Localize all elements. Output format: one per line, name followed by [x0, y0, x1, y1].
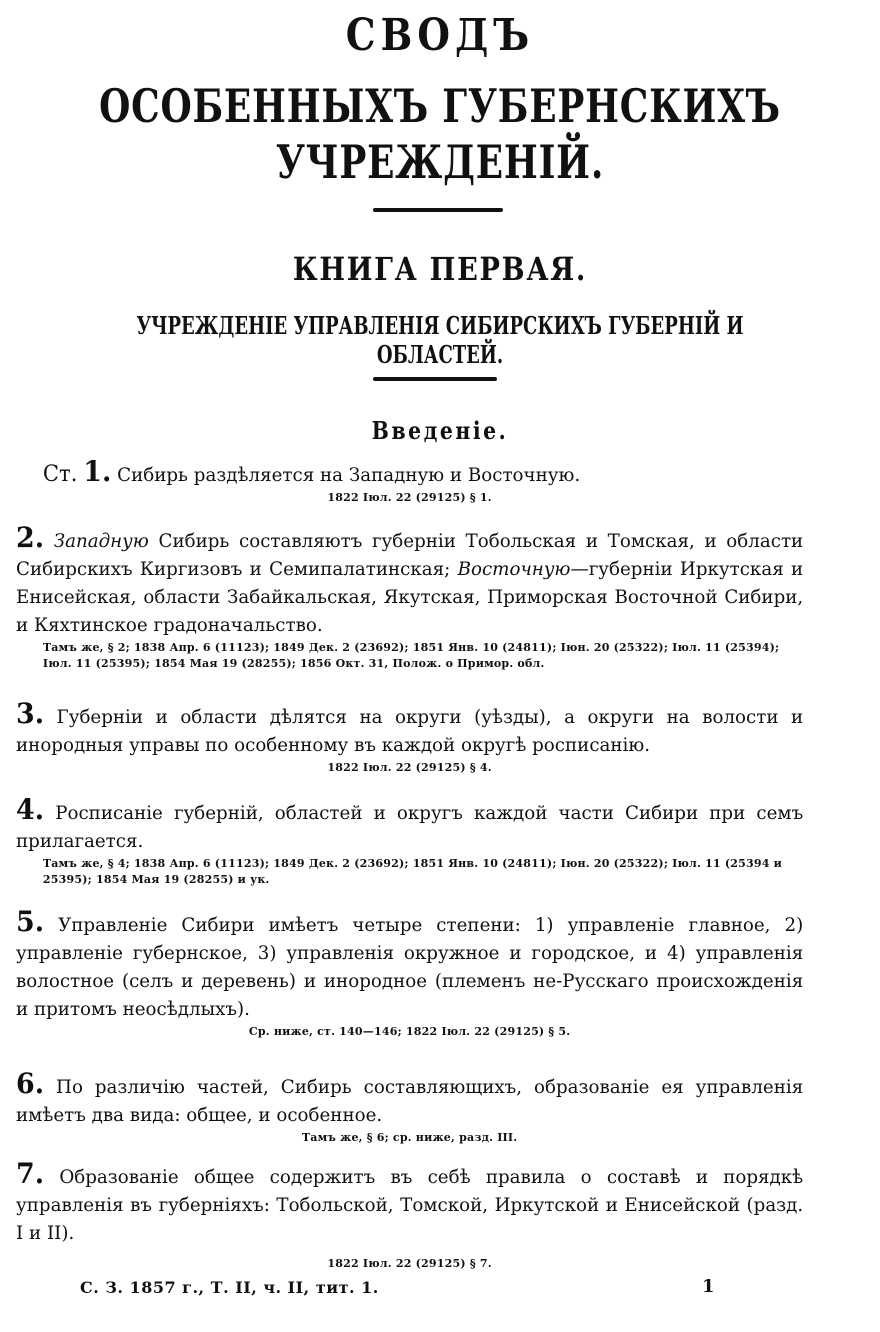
article-number: 6.: [16, 1067, 45, 1100]
article-text: Управленіе Сибири имѣетъ четыре степени: 1) управленіе главное, 2) управленіе губернское, 3) управленія окружное и городское, и 4) управленія волостное (селъ и деревень) и инородное (племенъ не-Русскаго происхожденія и притомъ неосѣдлыхъ).: [16, 914, 804, 1020]
article-text: —губерніи Иркутская и Енисейская, области Забайкальская, Якутская, Приморская Восточной Сибири, и Кяхтинское градоначальство.: [16, 558, 804, 636]
article-4: [16, 793, 804, 887]
article-7: [16, 1157, 804, 1271]
article-text-italic: Восточную: [457, 558, 571, 580]
article-source: Тамъ же, § 2; 1838 Апр. 6 (11123); 1849 Дек. 2 (23692); 1851 Янв. 10 (24811); Іюн. 20 (25322); Іюл. 11 (25394); Іюл. 11 (25395); 1854 Мая 19 (28255); 1856 Окт. 31, Полож. о Примор. обл.: [42, 640, 780, 670]
article-number: 3.: [16, 697, 45, 730]
title-line-1: СВОДЪ: [345, 10, 535, 61]
article-source: 1822 Іюл. 22 (29125) § 7.: [327, 1256, 492, 1270]
article-number: 7.: [16, 1157, 45, 1190]
article-text: Росписаніе губерній, областей и округъ каждой части Сибири при семъ прилагается.: [16, 802, 804, 852]
article-text: Губерніи и области дѣлятся на округи (уѣзды), а округи на волости и инородныя управы по особенному въ каждой округѣ росписанію.: [16, 706, 804, 756]
article-6: [16, 1067, 804, 1145]
book-heading: КНИГА ПЕРВАЯ.: [292, 250, 588, 288]
article-source: 1822 Іюл. 22 (29125) § 1.: [327, 490, 492, 504]
article-text: Образованіе общее содержитъ въ себѣ правила о составѣ и порядкѣ управленія въ губерніяхъ: Тобольской, Томской, Иркутской и Енисейской (разд. I и II).: [16, 1166, 804, 1244]
footer-reference: С. З. 1857 г., Т. II, ч. II, тит. 1.: [80, 1278, 379, 1297]
title-line-2: ОСОБЕННЫХЪ ГУБЕРНСКИХЪ: [99, 79, 781, 133]
article-3: [16, 697, 804, 775]
article-prefix: Ст.: [42, 462, 78, 487]
article-text: По различію частей, Сибирь составляющихъ, образованіе ея управленія имѣетъ два вида: общее, и особенное.: [16, 1076, 804, 1126]
article-source: Тамъ же, § 6; ср. ниже, разд. III.: [301, 1130, 518, 1144]
article-source: 1822 Іюл. 22 (29125) § 4.: [327, 760, 492, 774]
article-number: 5.: [16, 905, 45, 938]
title-main: [97, 78, 783, 190]
article-5: [16, 905, 804, 1039]
divider-rule: [373, 377, 497, 381]
article-2: [16, 521, 804, 671]
article-number: 1.: [83, 455, 112, 488]
article-source: Тамъ же, § 4; 1838 Апр. 6 (11123); 1849 Дек. 2 (23692); 1851 Янв. 10 (24811); Іюн. 20 (25322); Іюл. 11 (25394 и 25395); 1854 Мая 19 (28255) и ук.: [42, 856, 783, 886]
title-line-3: УЧРЕЖДЕНІЙ.: [275, 135, 605, 189]
article-text: Сибирь составляютъ губерніи Тобольская и Томская, и области Сибирскихъ Киргизовъ и Семипалатинская;: [16, 530, 804, 580]
article-number: 4.: [16, 793, 45, 826]
article-number: 2.: [16, 521, 45, 554]
article-text-italic: Западную: [53, 530, 149, 552]
section-heading: Введеніе.: [371, 416, 509, 445]
page-number: 1: [702, 1276, 715, 1297]
divider-rule: [373, 208, 503, 212]
article-source: Ср. ниже, ст. 140—146; 1822 Іюл. 22 (29125) § 5.: [248, 1024, 571, 1038]
article-1: [16, 455, 803, 505]
subtitle-heading: УЧРЕЖДЕНІЕ УПРАВЛЕНІЯ СИБИРСКИХЪ ГУБЕРНІЙ И ОБЛАСТЕЙ.: [136, 311, 744, 369]
article-text: Сибирь раздѣляется на Западную и Восточную.: [117, 464, 581, 486]
